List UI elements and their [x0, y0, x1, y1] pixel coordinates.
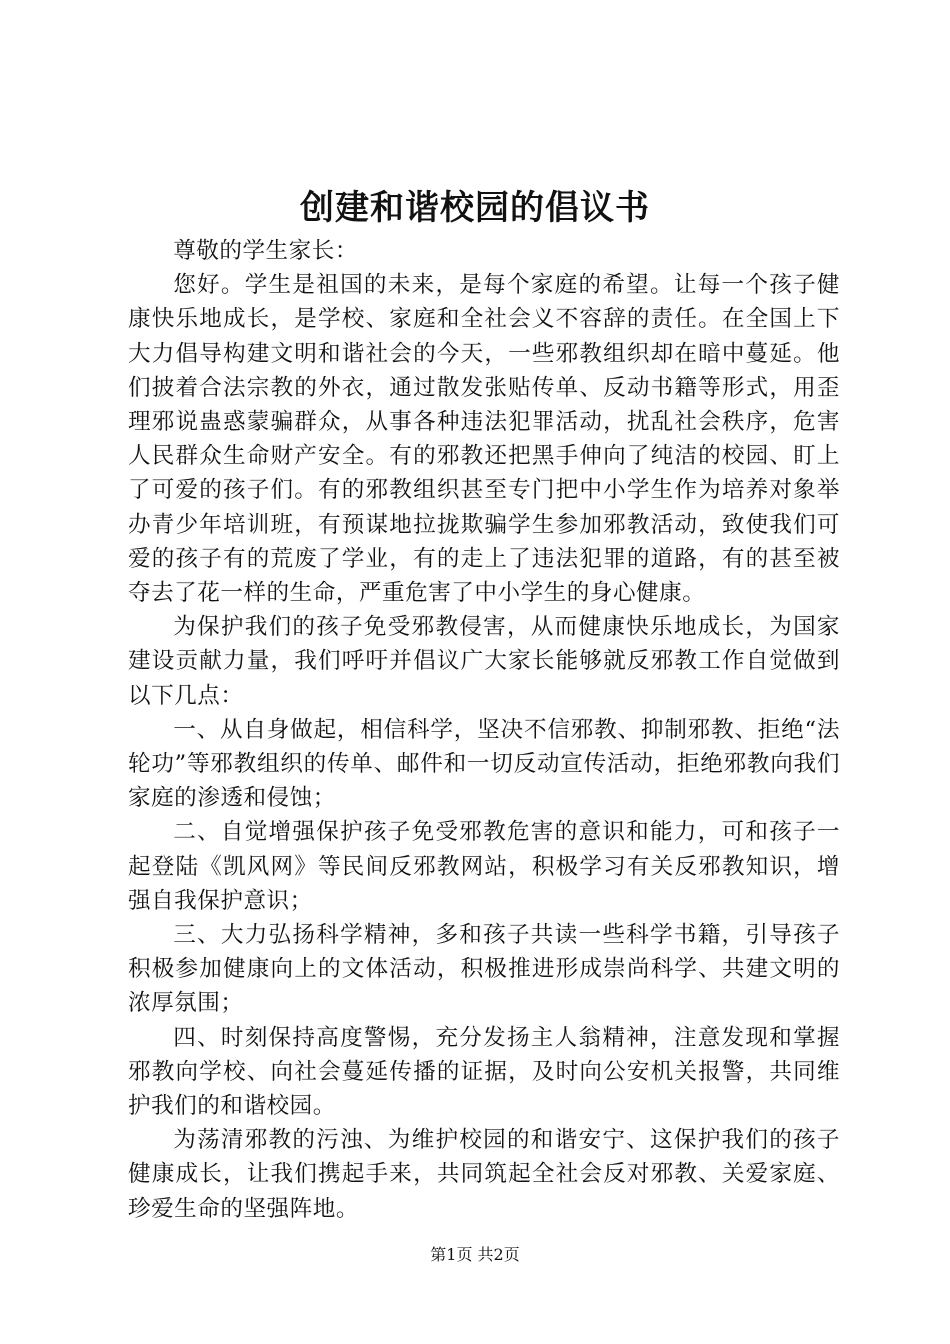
proposal-item-3: 三、大力弘扬科学精神，多和孩子共读一些科学书籍，引导孩子积极参加健康向上的文体活动，积极推进形成崇尚科学、共建文明的浓厚氛围；: [128, 922, 840, 1017]
proposal-item-4: 四、时刻保持高度警惕，充分发扬主人翁精神，注意发现和掌握邪教向学校、向社会蔓延传播的证据，及时向公安机关报警，共同维护我们的和谐校园。: [128, 1024, 840, 1120]
body-paragraph: 为保护我们的孩子免受邪教侵害，从而健康快乐地成长，为国家建设贡献力量，我们呼吁并倡议广大家长能够就反邪教工作自觉做到以下几点：: [128, 614, 840, 709]
document-title: 创建和谐校园的倡议书: [300, 188, 650, 228]
body-paragraph: 您好。学生是祖国的未来，是每个家庭的希望。让每一个孩子健康快乐地成长，是学校、家庭和全社会义不容辞的责任。在全国上下大力倡导构建文明和谐社会的今天，一些邪教组织却在暗中蔓延。他们披着合法宗教的外衣，通过散发张贴传单、反动书籍等形式，用歪理邪说蛊惑蒙骗群众，从事各种违法犯罪活动，扰乱社会秩序，危害人民群众生命财产安全。有的邪教还把黑手伸向了纯洁的校园、盯上了可爱的孩子们。有的邪教组织甚至专门把中小学生作为培养对象举办青少年培训班，有预谋地拉拢欺骗学生参加邪教活动，致使我们可爱的孩子有的荒废了学业，有的走上了违法犯罪的道路，有的甚至被夺去了花一样的生命，严重危害了中小学生的身心健康。: [128, 272, 840, 607]
proposal-item-1: 一、从自身做起，相信科学，坚决不信邪教、抑制邪教、拒绝“法轮功”等邪教组织的传单、邮件和一切反动宣传活动，拒绝邪教向我们家庭的渗透和侵蚀；: [128, 716, 840, 812]
salutation: 尊敬的学生家长：: [173, 238, 358, 264]
proposal-item-2: 二、自觉增强保护孩子免受邪教危害的意识和能力，可和孩子一起登陆《凯风网》等民间反邪教网站，积极学习有关反邪教知识，增强自我保护意识；: [128, 819, 840, 914]
document-body: [128, 234, 840, 1226]
closing-paragraph: 为荡清邪教的污浊、为维护校园的和谐安宁、这保护我们的孩子健康成长，让我们携起手来，共同筑起全社会反对邪教、关爱家庭、珍爱生命的坚强阵地。: [128, 1127, 840, 1222]
page-footer: 第1页 共2页: [430, 1245, 520, 1264]
